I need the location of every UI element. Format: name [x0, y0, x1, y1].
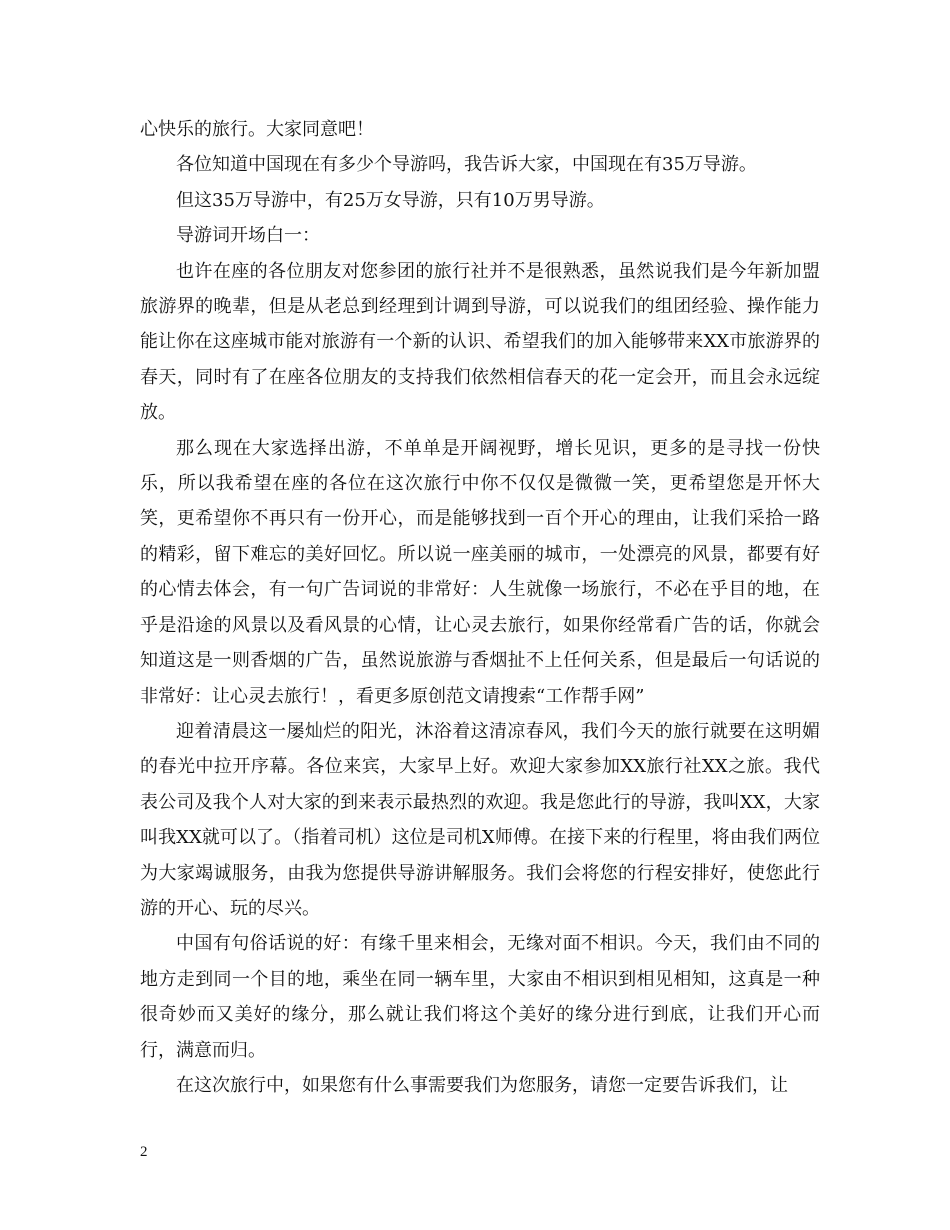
- page-number: 2: [140, 1144, 148, 1160]
- paragraph-1: 心快乐的旅行。大家同意吧！: [140, 119, 374, 140]
- paragraph-2: 各位知道中国现在有多少个导游吗，我告诉大家，中国现在有35万导游。: [176, 154, 757, 176]
- paragraph-9: 在这次旅行中，如果您有什么事需要我们为您服务，请您一定要告诉我们，让: [176, 1074, 788, 1096]
- paragraph-7: 迎着清晨这一屡灿烂的阳光，沐浴着这清凉春风，我们今天的旅行就要在这明媚的春光中拉开序幕。各位来宾，大家早上好。欢迎大家参加XX旅行社XX之旅。我代表公司及我个人对大家的到来表示最热烈的欢迎。我是您此行的导游，我叫XX，大家叫我XX就可以了。（指着司机）这位是司机X师傅。在接下来的行程里，将由我们两位为大家竭诚服务，由我为您提供导游讲解服务。我们会将您的行程安排好，使您此行游的开心、玩的尽兴。: [140, 720, 821, 919]
- paragraph-6: 那么现在大家选择出游，不单单是开阔视野，增长见识，更多的是寻找一份快乐，所以我希望在座的各位在这次旅行中你不仅仅是微微一笑，更希望您是开怀大笑，更希望你不再只有一份开心，而是能够找到一百个开心的理由，让我们采拾一路的精彩，留下难忘的美好回忆。所以说一座美丽的城市，一处漂亮的风景，都要有好的心情去体会，有一句广告词说的非常好：人生就像一场旅行，不必在乎目的地，在乎是沿途的风景以及看风景的心情，让心灵去旅行，如果你经常看广告的话，你就会知道这是一则香烟的广告，虽然说旅游与香烟扯不上任何关系，但是最后一句话说的非常好：让心灵去旅行！，看更多原创范文请搜索“工作帮手网”: [140, 437, 820, 707]
- paragraph-5: 也许在座的各位朋友对您参团的旅行社并不是很熟悉，虽然说我们是今年新加盟旅游界的晚辈，但是从老总到经理到计调到导游，可以说我们的组团经验、操作能力能让你在这座城市能对旅游有一个新的认识、希望我们的加入能够带来XX市旅游界的春天，同时有了在座各位朋友的支持我们依然相信春天的花一定会开，而且会永远绽放。: [140, 260, 820, 424]
- paragraph-3: 但这35万导游中，有25万女导游，只有10万男导游。: [176, 189, 605, 211]
- paragraph-8: 中国有句俗话说的好：有缘千里来相会，无缘对面不相识。今天，我们由不同的地方走到同一个目的地，乘坐在同一辆车里，大家由不相识到相见相知，这真是一种很奇妙而又美好的缘分，那么就让我们将这个美好的缘分进行到底，让我们开心而行，满意而归。: [140, 933, 820, 1061]
- document-body: [140, 112, 820, 1103]
- paragraph-4: 导游词开场白一：: [176, 225, 320, 247]
